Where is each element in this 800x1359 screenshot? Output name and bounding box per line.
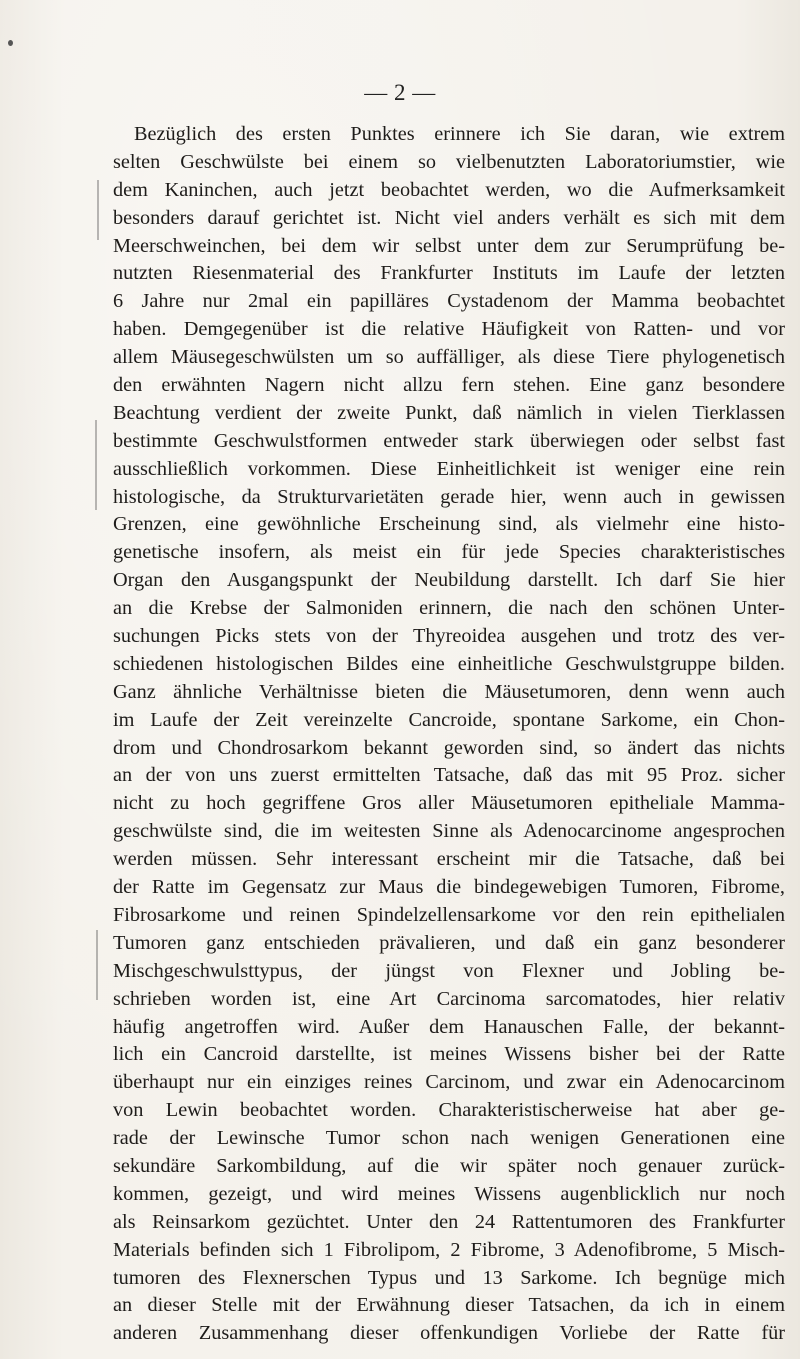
text-line: drom und Chondrosarkom bekannt geworden sind, so ändert das nichts bbox=[113, 736, 785, 759]
text-line: anderen Zusammenhang dieser offenkundigen Vorliebe der Ratte für bbox=[113, 1322, 785, 1345]
text-line: dem Kaninchen, auch jetzt beobachtet werden, wo die Aufmerksamkeit bbox=[113, 178, 785, 201]
text-line: Mischgeschwulsttypus, der jüngst von Flexner und Jobling be- bbox=[113, 959, 785, 982]
text-line: an dieser Stelle mit der Erwähnung dieser Tatsachen, da ich in einem bbox=[113, 1294, 785, 1317]
text-line: nicht zu hoch gegriffene Gros aller Mäusetumoren epitheliale Mamma- bbox=[113, 792, 785, 815]
text-line: selten Geschwülste bei einem so vielbenutzten Laboratoriumstier, wie bbox=[113, 150, 785, 173]
text-line: an der von uns zuerst ermittelten Tatsache, daß das mit 95 Proz. sicher bbox=[113, 764, 785, 787]
margin-mark bbox=[96, 930, 98, 1000]
text-line: der Ratte im Gegensatz zur Maus die bindegewebigen Tumoren, Fibrome, bbox=[113, 876, 785, 899]
text-line: 6 Jahre nur 2mal ein papilläres Cystadenom der Mamma beobachtet bbox=[113, 290, 785, 313]
text-line: Beachtung verdient der zweite Punkt, daß nämlich in vielen Tierklassen bbox=[113, 401, 785, 424]
text-line: überhaupt nur ein einziges reines Carcinom, und zwar ein Adenocarcinom bbox=[113, 1071, 785, 1094]
ink-speck bbox=[8, 40, 13, 46]
text-line: lich ein Cancroid darstellte, ist meines Wissens bisher bei der Ratte bbox=[113, 1043, 785, 1066]
text-line: im Laufe der Zeit vereinzelte Cancroide, spontane Sarkome, ein Chon- bbox=[113, 708, 785, 731]
text-line: Fibrosarkome und reinen Spindelzellensarkome vor den rein epithelialen bbox=[113, 903, 785, 926]
text-line: den erwähnten Nagern nicht allzu fern stehen. Eine ganz besondere bbox=[113, 374, 785, 397]
text-line: Bezüglich des ersten Punktes erinnere ich Sie daran, wie extrem bbox=[134, 123, 785, 145]
text-line: genetische insofern, als meist ein für jede Species charakteristisches bbox=[113, 541, 785, 564]
text-line: geschwülste sind, die im weitesten Sinne als Adenocarcinome angesprochen bbox=[113, 820, 785, 843]
text-line: rade der Lewinsche Tumor schon nach wenigen Generationen eine bbox=[113, 1127, 785, 1150]
text-line: schiedenen histologischen Bildes eine einheitliche Geschwulstgruppe bilden. bbox=[113, 652, 785, 675]
margin-mark bbox=[95, 420, 97, 510]
text-line: kommen, gezeigt, und wird meines Wissens augenblicklich nur noch bbox=[113, 1182, 785, 1205]
margin-mark bbox=[97, 180, 99, 240]
text-line: Meerschweinchen, bei dem wir selbst unter dem zur Serumprüfung be- bbox=[113, 234, 785, 257]
text-line: werden müssen. Sehr interessant erscheint mir die Tatsache, daß bei bbox=[113, 848, 785, 871]
text-line: suchungen Picks stets von der Thyreoidea ausgehen und trotz des ver- bbox=[113, 625, 785, 648]
text-line: besonders darauf gerichtet ist. Nicht viel anders verhält es sich mit dem bbox=[113, 206, 785, 229]
text-line: bestimmte Geschwulstformen entweder stark überwiegen oder selbst fast bbox=[113, 429, 785, 452]
text-line: Grenzen, eine gewöhnliche Erscheinung sind, als vielmehr eine histo- bbox=[113, 513, 785, 536]
text-line: als Reinsarkom gezüchtet. Unter den 24 Rattentumoren des Frankfurter bbox=[113, 1210, 785, 1233]
text-line: tumoren des Flexnerschen Typus und 13 Sarkome. Ich begnüge mich bbox=[113, 1266, 785, 1289]
text-line: Tumoren ganz entschieden prävalieren, und daß ein ganz besonderer bbox=[113, 931, 785, 954]
text-line: histologische, da Strukturvarietäten gerade hier, wenn auch in gewissen bbox=[113, 485, 785, 508]
text-line: haben. Demgegenüber ist die relative Häufigkeit von Ratten- und vor bbox=[113, 318, 785, 341]
text-line: Ganz ähnliche Verhältnisse bieten die Mäusetumoren, denn wenn auch bbox=[113, 680, 785, 703]
text-line: häufig angetroffen wird. Außer dem Hanauschen Falle, der bekannt- bbox=[113, 1015, 785, 1038]
text-line: Organ den Ausgangspunkt der Neubildung darstellt. Ich darf Sie hier bbox=[113, 569, 785, 592]
body-text bbox=[113, 121, 785, 1348]
text-line: schrieben worden ist, eine Art Carcinoma sarcomatodes, hier relativ bbox=[113, 987, 785, 1010]
page-number: — 2 — bbox=[364, 80, 436, 105]
text-line: von Lewin beobachtet worden. Charakteristischerweise hat aber ge- bbox=[113, 1099, 785, 1122]
text-line: Materials befinden sich 1 Fibrolipom, 2 Fibrome, 3 Adenofibrome, 5 Misch- bbox=[113, 1238, 785, 1261]
text-line: nutzten Riesenmaterial des Frankfurter Instituts im Laufe der letzten bbox=[113, 262, 785, 285]
text-line: an die Krebse der Salmoniden erinnern, die nach den schönen Unter- bbox=[113, 597, 785, 620]
text-line: allem Mäusegeschwülsten um so auffälliger, als diese Tiere phylogenetisch bbox=[113, 346, 785, 369]
text-line: ausschließlich vorkommen. Diese Einheitlichkeit ist weniger eine rein bbox=[113, 457, 785, 480]
text-line: sekundäre Sarkombildung, auf die wir später noch genauer zurück- bbox=[113, 1154, 785, 1177]
